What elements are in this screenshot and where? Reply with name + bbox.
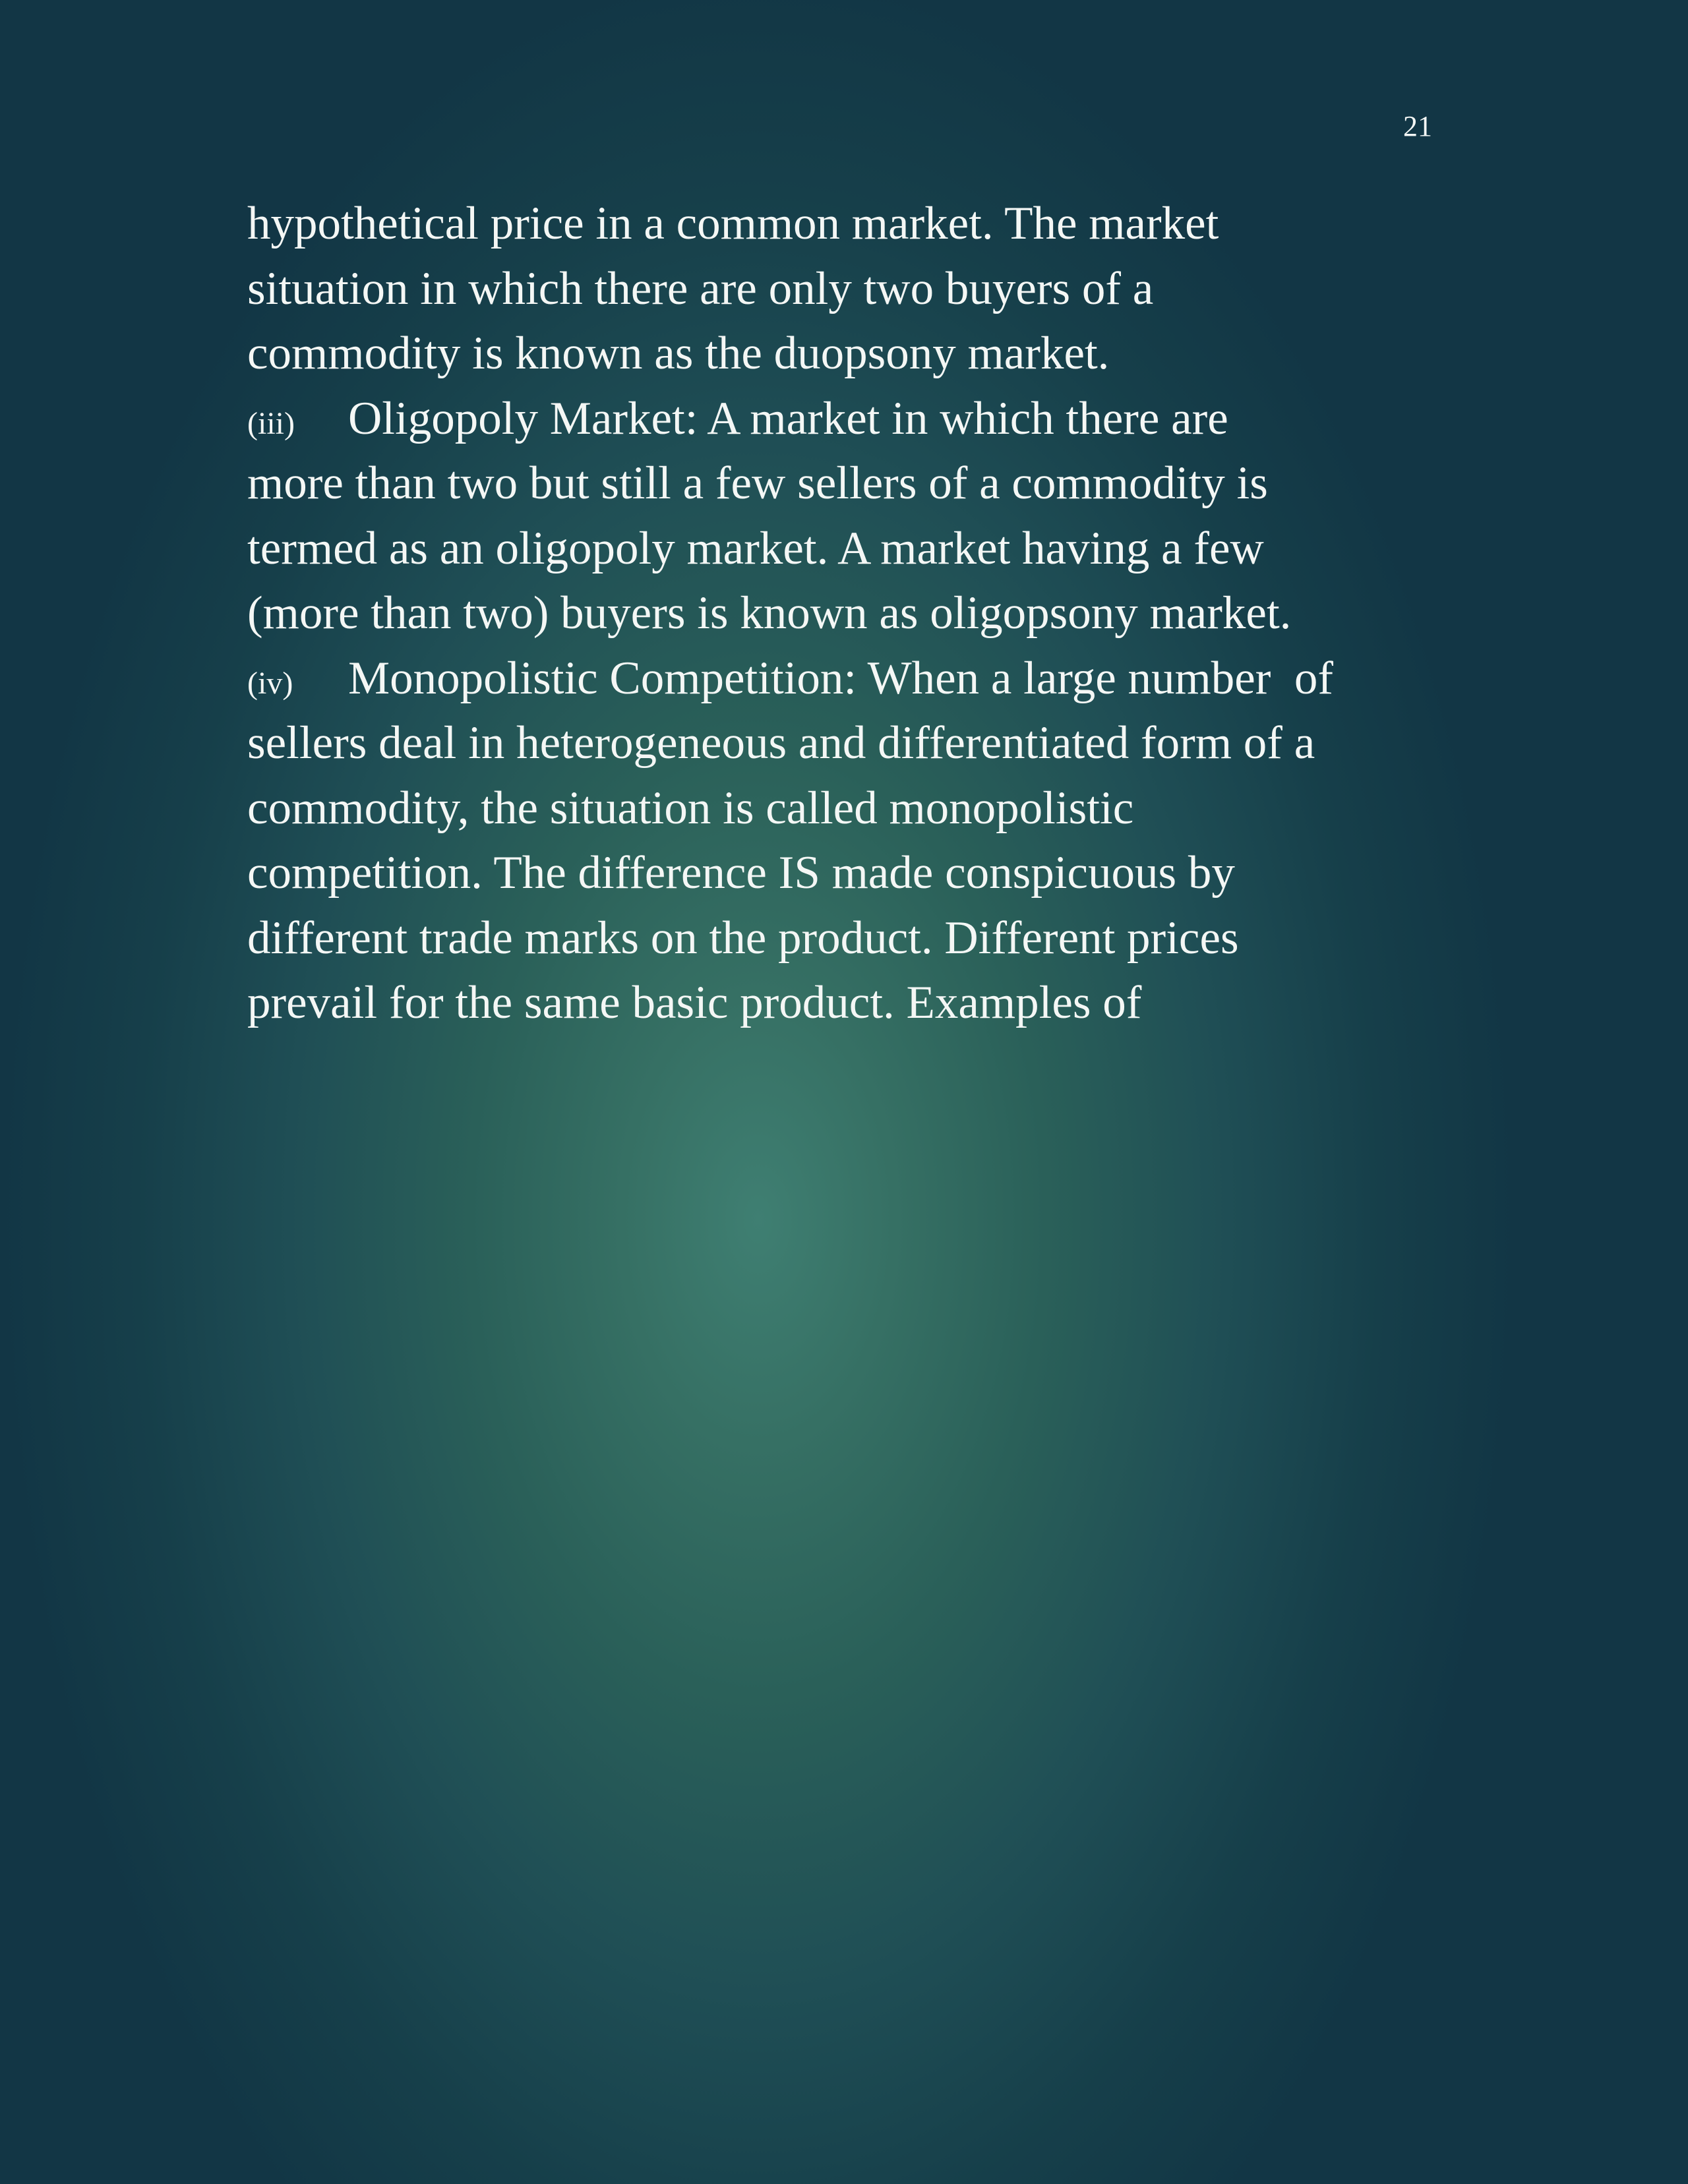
text-line: termed as an oligopoly market. A market having a few — [247, 522, 1264, 574]
list-item-heading-line — [247, 646, 1408, 711]
page-number: 21 — [1403, 110, 1432, 142]
text-line: competition. The difference IS made conspicuous by — [247, 847, 1235, 899]
list-marker-iii: (iii) — [247, 405, 295, 441]
text-line: commodity is known as the duopsony market. — [247, 328, 1110, 379]
text-line: different trade marks on the product. Different prices — [247, 912, 1239, 964]
list-item-heading-line — [247, 386, 1408, 452]
text-line: sellers deal in heterogeneous and differentiated form of a — [247, 717, 1315, 769]
paragraph-oligopoly-market — [247, 386, 1408, 646]
text-line: hypothetical price in a common market. The market — [247, 198, 1219, 249]
text-line: Monopolistic Competition: When a large number of — [348, 652, 1334, 704]
text-line: situation in which there are only two buyers of a — [247, 262, 1154, 314]
body-text — [247, 191, 1408, 1036]
paragraph-monopolistic-competition — [247, 646, 1408, 1036]
text-line: more than two but still a few sellers of a commodity is — [247, 457, 1268, 509]
text-line: Oligopoly Market: A market in which there are — [348, 392, 1228, 444]
list-marker-iv: (iv) — [247, 665, 293, 701]
text-line: commodity, the situation is called monopolistic — [247, 782, 1134, 834]
paragraph-duopsony — [247, 191, 1408, 386]
text-line: prevail for the same basic product. Examples of — [247, 977, 1142, 1028]
text-line: (more than two) buyers is known as oligopsony market. — [247, 587, 1292, 639]
